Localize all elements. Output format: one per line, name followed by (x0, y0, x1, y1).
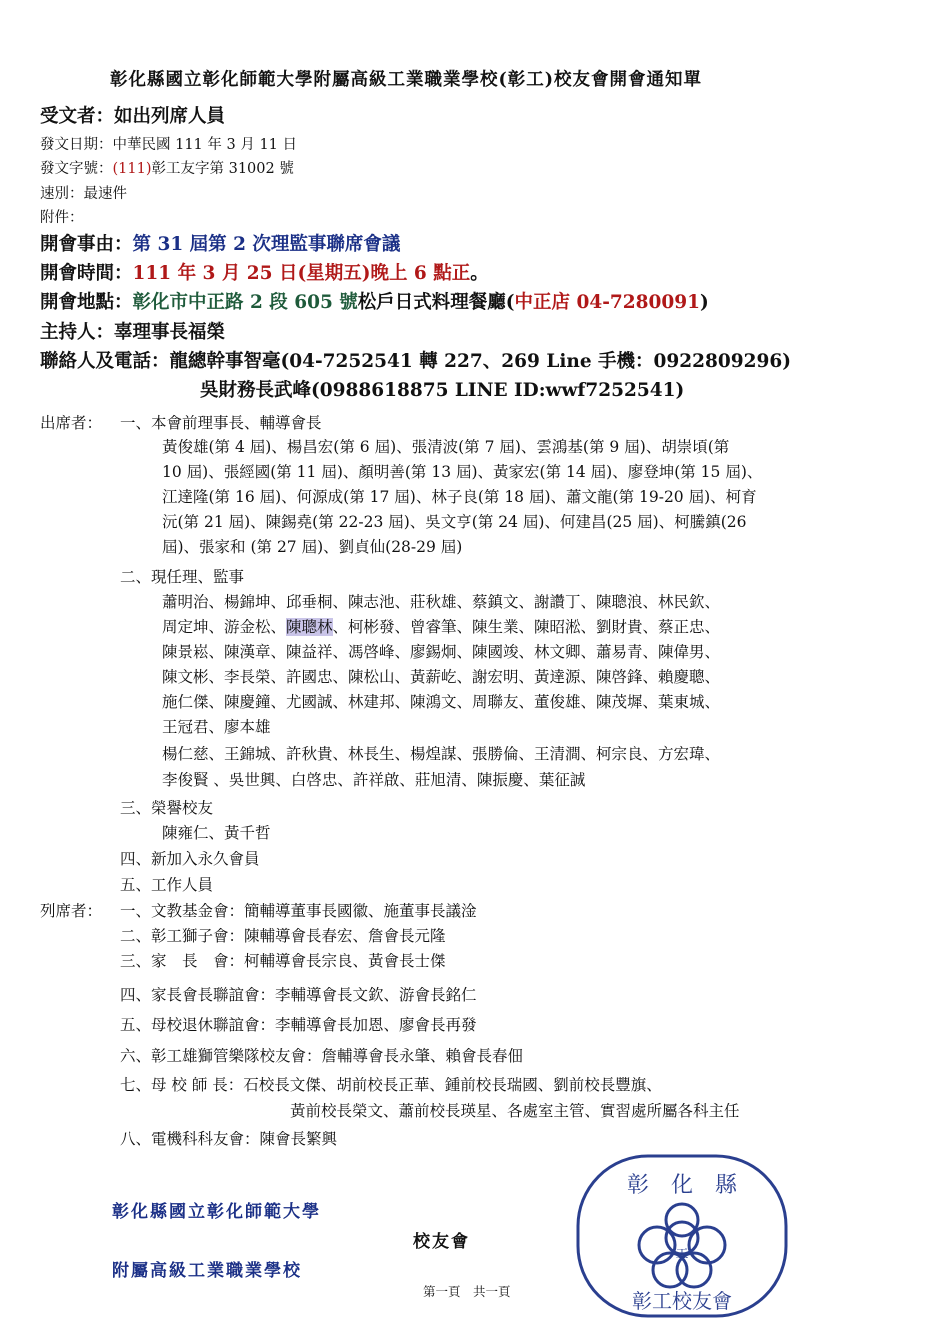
attendees-section-1-title: 一、本會前理事長、輔導會長 (120, 414, 322, 432)
flower-emblem-icon (639, 1204, 725, 1287)
meeting-reason (40, 230, 400, 256)
attendees-s1-line: 沅(第 21 屆)、陳錫堯(第 22-23 屆)、吳文亨(第 24 屆)、何建昌(25 屆)、柯騰鎮(26 (162, 513, 747, 531)
document-number-year: (111) (112, 161, 152, 177)
attendees-s1-line: 江達隆(第 16 屆)、何源成(第 17 屆)、林子良(第 18 屆)、蕭文龍(第 19-20 屆)、柯育 (162, 488, 757, 506)
observer-item: 二、彰工獅子會：陳輔導會長春宏、詹會長元隆 (120, 927, 446, 945)
observer-item-continued: 黃前校長榮文、蕭前校長瑛星、各處室主管、實習處所屬各科主任 (290, 1102, 740, 1120)
document-title: 彰化縣國立彰化師範大學附屬高級工業職業學校(彰工)校友會開會通知單 (110, 70, 703, 90)
attendees-s2-line: 李俊賢 、吳世興、白啓忠、許祥啟、莊旭清、陳振慶、葉征誠 (162, 771, 586, 789)
meeting-place-venue: 松戶日式料理餐廳( (357, 292, 515, 313)
attendees-s1-line: 黃俊雄(第 4 屆)、楊昌宏(第 6 屆)、張清波(第 7 屆)、雲鴻基(第 9 屆)、胡崇頃(第 (162, 438, 730, 456)
attendees-section-3-title: 三、榮譽校友 (120, 799, 214, 817)
observer-item: 七、母 校 師 長：石校長文傑、胡前校長正華、鍾前校長瑞國、劉前校長豐旗、 (120, 1076, 662, 1094)
highlighted-name: 陳聰林 (286, 618, 333, 636)
footer-org-line-2: 附屬高級工業職業學校 (112, 1261, 302, 1281)
meeting-place-address: 彰化市中正路 2 段 605 號 (132, 292, 358, 313)
document-number-value: 彰工友字第 31002 號 (151, 161, 294, 177)
meeting-time-value: 111 年 3 月 25 日(星期五)晚上 6 點正 (132, 263, 471, 284)
attachment: 附件： (40, 210, 84, 226)
page-number: 第一頁 共一頁 (423, 1284, 511, 1299)
observers-label: 列席者： (40, 902, 103, 920)
contact-line-1: 聯絡人及電話：龍總幹事智毫(04-7252541 轉 227、269 Line 手機：0922809296) (40, 351, 792, 372)
meeting-place (40, 288, 709, 314)
association-seal-stamp (572, 1150, 792, 1322)
attendees-s2-line: 楊仁慈、王錦城、許秋貴、林長生、楊煌謀、張勝倫、王清澗、柯宗良、方宏瑋、 (162, 745, 721, 763)
observer-item: 五、母校退休聯誼會：李輔導會長加恩、廖會長再發 (120, 1016, 477, 1034)
attendees-s2-line: 王冠君、廖本雄 (162, 718, 271, 736)
document-number-label: 發文字號： (40, 161, 113, 177)
attendees-label: 出席者： (40, 414, 103, 432)
attendees-section-5-title: 五、工作人員 (120, 876, 214, 894)
observer-item: 三、家 長 會：柯輔導會長宗良、黃會長士傑 (120, 952, 446, 970)
svg-text:工: 工 (675, 1247, 689, 1262)
footer-alumni-association: 校友會 (413, 1232, 470, 1252)
observer-item: 六、彰工雄獅管樂隊校友會：詹輔導會長永肇、賴會長春佃 (120, 1047, 524, 1065)
seal-top-text: 彰 化 縣 (626, 1173, 738, 1198)
attendees-s2-line-part: 、柯彬發、曾睿筆、陳生業、陳昭淞、劉財貴、蔡正忠、 (332, 618, 721, 636)
meeting-time-label: 開會時間： (40, 263, 133, 284)
attendees-s1-line: 10 屆)、張經國(第 11 屆)、顏明善(第 13 屆)、黃家宏(第 14 屆)、廖登坤(第 15 屆)、 (162, 463, 763, 481)
attendees-section-2-title: 二、現任理、監事 (120, 568, 245, 586)
recipient: 受文者：如出列席人員 (40, 106, 226, 127)
honorary-alumni-names: 陳雍仁、黃千哲 (162, 824, 271, 842)
attendees-s2-line: 施仁傑、陳慶鐘、尤國誠、林建邦、陳鴻文、周聯友、董俊雄、陳茂墀、葉東城、 (162, 693, 721, 711)
meeting-time (40, 259, 489, 285)
observer-item: 一、文教基金會：簡輔導董事長國徽、施董事長議淦 (120, 902, 477, 920)
delivery-speed: 速別：最速件 (40, 186, 127, 202)
meeting-reason-value: 第 31 屆第 2 次理監事聯席會議 (132, 234, 401, 255)
seal-bottom-text: 彰工校友會 (632, 1289, 732, 1313)
meeting-place-close: ) (700, 292, 709, 313)
attendees-s1-line: 屆)、張家和 (第 27 屆)、劉貞仙(28-29 屆) (162, 538, 463, 556)
observer-item: 四、家長會長聯誼會：李輔導會長文欽、游會長銘仁 (120, 986, 477, 1004)
attendees-section-4-title: 四、新加入永久會員 (120, 850, 260, 868)
footer-org-line-1: 彰化縣國立彰化師範大學 (112, 1202, 321, 1222)
issue-date: 發文日期：中華民國 111 年 3 月 11 日 (40, 137, 298, 153)
meeting-time-end: 。 (470, 263, 489, 284)
meeting-reason-label: 開會事由： (40, 234, 133, 255)
attendees-s2-line: 蕭明治、楊錦坤、邱垂桐、陳志池、莊秋雄、蔡鎮文、謝讚丁、陳聰浪、林民欽、 (162, 593, 721, 611)
meeting-place-branch: 中正店 04-7280091 (514, 292, 701, 313)
meeting-host: 主持人：辜理事長福榮 (40, 322, 226, 343)
attendees-s2-line (162, 615, 720, 637)
contact-line-2: 吳財務長武峰(0988618875 LINE ID:wwf7252541) (200, 380, 685, 401)
meeting-place-label: 開會地點： (40, 292, 133, 313)
observer-item: 八、電機科科友會：陳會長繁興 (120, 1130, 338, 1148)
document-number (40, 157, 294, 178)
attendees-s2-line: 陳文彬、李長榮、許國忠、陳松山、黃薪屹、謝宏明、黃達源、陳啓鋒、賴慶聰、 (162, 668, 721, 686)
attendees-s2-line-part: 周定坤、游金松、 (162, 618, 287, 636)
attendees-s2-line: 陳景崧、陳漢章、陳益祥、馮啓峰、廖錫炯、陳國竣、林文卿、蕭易青、陳偉男、 (162, 643, 721, 661)
